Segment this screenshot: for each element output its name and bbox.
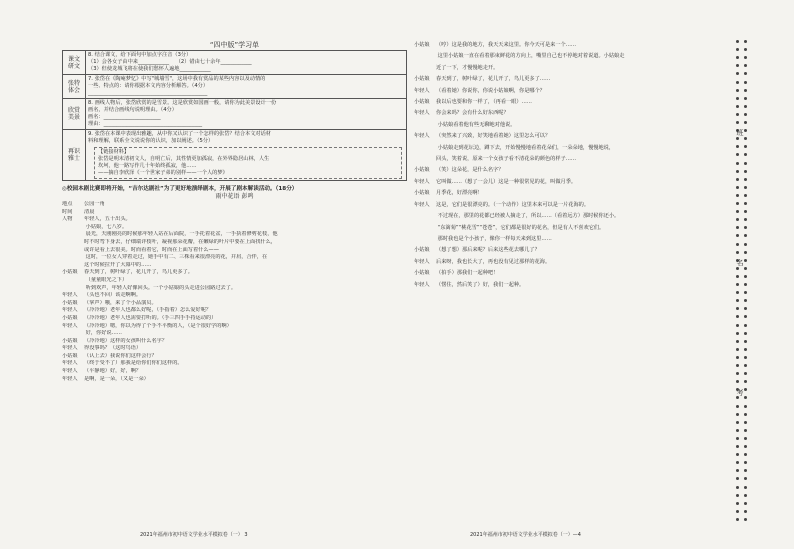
- sheet-row-label: 张特 体会: [63, 75, 86, 99]
- dialogue-text: 时不时弯下身去，仔细端详枝叶，凝视那朵花瓣，在嫩绿的叶片中要在上面找什么，: [84, 238, 276, 245]
- speaker-name: 年轻人: [414, 281, 430, 288]
- speaker-name: 年轻人: [414, 178, 430, 185]
- speaker-name: 年轻人: [414, 87, 430, 94]
- sheet-row-label: 课文 研文: [63, 51, 86, 75]
- dialogue-text: （愣住，然后笑了）好，我们一起种。: [436, 281, 525, 288]
- dialogue-text: （想了想）那后来呢？后来这些花去哪儿了？: [436, 247, 540, 254]
- binding-hole: [744, 275, 747, 278]
- speaker-name: 小姑娘: [62, 299, 78, 306]
- dialogue-text: （童童眼光之下）: [84, 276, 128, 283]
- question-line: 8. 画线人物后，张岱欣赏的是雪景。这是欣赏如国画一般，请你为此美景设计一份: [88, 100, 277, 106]
- script-line: [62, 360, 407, 368]
- binding-hole: [744, 299, 747, 302]
- binding-hole: [744, 121, 747, 124]
- script-lines-left: [62, 224, 407, 383]
- speaker-name: 小姑娘: [62, 314, 78, 321]
- binding-hole: [736, 332, 739, 335]
- binding-hole: [744, 453, 747, 456]
- binding-hole: [736, 153, 739, 156]
- binding-hole: [744, 97, 747, 100]
- binding-hole: [744, 445, 747, 448]
- dialogue-text: 听到欢声，年轻人好像回头。一个小姑娘的头走进公园路过去了。: [84, 284, 237, 291]
- speaker-name: 小姑娘: [62, 352, 78, 359]
- binding-hole: [736, 429, 739, 432]
- dialogue-text: 月季花，好漂亮啊！: [436, 190, 483, 197]
- dialogue-text: 小姑娘，七八岁。: [84, 223, 128, 230]
- setting-line: [62, 216, 407, 224]
- binding-hole: [736, 405, 739, 408]
- binding-hole: [736, 518, 739, 521]
- sheet-row: [63, 99, 407, 130]
- binding-hole: [736, 56, 739, 59]
- dialogue-text: （平静地）好，好，啊？: [84, 368, 142, 375]
- dialogue-text: 得没事吗？（这时鸟语）: [84, 345, 142, 352]
- binding-hole: [736, 40, 739, 43]
- binding-hole: [744, 202, 747, 205]
- script-line: [414, 86, 720, 97]
- question-line: （3）但使龙城飞将在使我们愁怀人遍地____________: [88, 66, 211, 72]
- script-line: [62, 224, 407, 232]
- binding-hole: [736, 275, 739, 278]
- dialogue-text: （终于受不了）那我是给你们你们这样的。: [84, 360, 183, 367]
- binding-hole: [736, 234, 739, 237]
- binding-hole: [736, 170, 739, 173]
- dialogue-text: 或许是看上去很美。时而看着它，时而在上面写着什么——: [84, 246, 219, 253]
- question-line: 8. 结合课文，给下面句中加点字注音（3分）: [88, 52, 192, 58]
- question-line: 7. 张岱在《陶庵梦忆》中写"城墙雪"，这场中我有赏品的某些内容以及动情的: [88, 76, 266, 82]
- script-line: [414, 63, 720, 74]
- binding-hole: [744, 372, 747, 375]
- script-line: [414, 280, 720, 291]
- script-line: [414, 200, 720, 211]
- study-sheet-table: [62, 50, 407, 181]
- speaker-name: 年轻人: [414, 258, 430, 265]
- binding-hole: [736, 81, 739, 84]
- binding-hole: [736, 461, 739, 464]
- script-line: [62, 307, 407, 315]
- script-line: [414, 223, 720, 234]
- speaker-name: 小姑娘: [414, 167, 430, 174]
- binding-hole: [736, 494, 739, 497]
- binding-hole: [744, 234, 747, 237]
- binding-hole: [736, 243, 739, 246]
- binding-hole: [736, 226, 739, 229]
- binding-hole: [736, 145, 739, 148]
- sheet-title: “四中版”学习单: [209, 41, 260, 49]
- script-line: [62, 376, 407, 384]
- speaker-name: 小姑娘: [62, 337, 78, 344]
- script-line: [414, 40, 720, 51]
- script-line: [414, 120, 720, 131]
- dialogue-text: （冷冷地）老年人也需要打听的。（手三四手手持运动的）: [84, 314, 217, 321]
- script-line: [62, 231, 407, 239]
- question-line: 画名，并结合画线句说明理由。（4分）: [88, 107, 177, 113]
- speaker-name: 年轻人: [62, 292, 78, 299]
- dialogue-text: （看着她）你说你，你说小姑娘啊，你是哪个？: [436, 87, 545, 94]
- dialogue-text: 这时，一位女人穿着走过，她手中有二、三株看来很漂亮的花，并肩，合伴，在: [84, 254, 268, 261]
- binding-hole: [744, 405, 747, 408]
- speaker-name: 年轻人: [62, 368, 78, 375]
- speaker-name: 小姑娘: [414, 76, 430, 83]
- dialogue-text: 好，你好说……: [84, 330, 122, 337]
- binding-hole: [744, 162, 747, 165]
- setting-value: 公园一角: [84, 201, 105, 207]
- binding-hole: [744, 40, 747, 43]
- binding-hole: [744, 210, 747, 213]
- setting-key: 时间: [62, 208, 73, 215]
- binding-hole: [736, 113, 739, 116]
- script-line: [414, 154, 720, 165]
- speaker-name: 年轻人: [62, 345, 78, 352]
- script-line: [62, 353, 407, 361]
- dialogue-text: 我以后也要和你一样了，（再看一眼）……: [436, 99, 532, 106]
- question-line: 料和理解，联系全文说说你的认识，加以阐述。（5分）: [88, 138, 214, 144]
- dialogue-text: （冷冷地）这样的女孩叫什么名字？: [84, 337, 168, 344]
- binding-hole: [744, 348, 747, 351]
- binding-hole: [736, 453, 739, 456]
- setting-line: [62, 209, 407, 217]
- dialogue-text: 近了一下，才慢慢地走开。: [436, 64, 499, 71]
- binding-hole: [736, 105, 739, 108]
- binding-hole: [744, 413, 747, 416]
- setting-key: 地点: [62, 201, 73, 207]
- binding-hole: [736, 299, 739, 302]
- footer-right: 2021年福州市初中语文学业水平模拟卷（一）—4: [470, 532, 581, 538]
- binding-hole: [736, 210, 739, 213]
- binding-hole: [744, 72, 747, 75]
- binding-hole: [736, 372, 739, 375]
- dialogue-text: （笑）这朵花，是什么名字？: [436, 167, 504, 174]
- footer-left: 2021年福州市初中语文学业水平模拟卷（一） 3: [140, 532, 248, 538]
- binding-hole: [736, 251, 739, 254]
- question-line: 理由：______________________________________: [88, 121, 203, 127]
- binding-hole: [744, 477, 747, 480]
- binding-hole: [744, 218, 747, 221]
- question-line: 一些、特点的：请你根据本文内容分析解答。（4分）: [88, 83, 209, 89]
- binding-strip: [736, 40, 750, 530]
- binding-hole: [736, 445, 739, 448]
- script-line: [62, 300, 407, 308]
- script-line: [414, 257, 720, 268]
- speaker-name: 小姑娘: [414, 99, 430, 106]
- script-line: [62, 262, 407, 270]
- dialogue-text: 春天到了，树叶绿了，花儿开了，鸟儿更多了。: [84, 269, 193, 276]
- play-setting: [62, 201, 407, 224]
- dialogue-text: （哼）这是我的地方，我天天来这里。你今天可是来一个……: [436, 42, 577, 48]
- binding-label-3: 考: [736, 389, 744, 397]
- speaker-name: 小姑娘: [414, 270, 430, 277]
- binding-hole: [744, 186, 747, 189]
- linked-material-box: [94, 147, 402, 179]
- script-line: [62, 345, 407, 353]
- speaker-name: 小姑娘: [414, 190, 430, 197]
- binding-hole: [736, 121, 739, 124]
- dialogue-text: 那时我也是个小孩子，像你一样每天来到这里……: [436, 235, 552, 242]
- binding-hole: [744, 518, 747, 521]
- speaker-name: 年轻人: [414, 110, 430, 117]
- binding-hole: [736, 202, 739, 205]
- linked-material-title: 【链接材料】: [98, 149, 130, 155]
- binding-hole: [736, 413, 739, 416]
- sheet-row-content: [86, 75, 407, 99]
- script-line: [414, 234, 720, 245]
- binding-hole: [744, 429, 747, 432]
- binding-hole: [736, 97, 739, 100]
- dialogue-text: 春天到了，树叶绿了，花儿开了，鸟儿更多了……: [436, 76, 551, 83]
- script-line: [414, 177, 720, 188]
- binding-hole: [744, 48, 747, 51]
- binding-hole: [736, 162, 739, 165]
- dialogue-text: （冷冷地）老年人也都么好呢，（手指着）怎么爱好呢？: [84, 307, 212, 314]
- section-note: ◎校园本剧比赛即将开始，“吉尔达剧社”为了更好地演绎剧本，开展了剧本解读活动。（18分）: [62, 186, 298, 192]
- binding-hole: [736, 178, 739, 181]
- speaker-name: 年轻人: [414, 201, 430, 208]
- dialogue-text: （突然来了兴致，好笑地看着她）这里怎么可以？: [436, 133, 551, 140]
- binding-hole: [744, 251, 747, 254]
- left-column: [62, 40, 407, 532]
- speaker-name: 小姑娘: [62, 269, 78, 276]
- script-line: [414, 131, 720, 142]
- binding-hole: [744, 194, 747, 197]
- setting-line: [62, 201, 407, 209]
- binding-hole: [736, 356, 739, 359]
- binding-hole: [744, 340, 747, 343]
- binding-hole: [736, 186, 739, 189]
- speaker-name: 小姑娘: [414, 247, 430, 254]
- speaker-name: 年轻人: [62, 307, 78, 314]
- script-line: [414, 268, 720, 279]
- sheet-row-label: 再识 雅士: [63, 130, 86, 181]
- script-line: [62, 277, 407, 285]
- sheet-row-label: 欣赏 美景: [63, 99, 86, 130]
- binding-hole: [744, 283, 747, 286]
- script-line: [62, 368, 407, 376]
- binding-hole: [744, 307, 747, 310]
- binding-hole: [744, 469, 747, 472]
- script-line: [62, 330, 407, 338]
- binding-hole: [736, 340, 739, 343]
- speaker-name: 小姑娘: [414, 42, 430, 48]
- binding-hole: [744, 153, 747, 156]
- dialogue-text: 这里小姑娘一直在看着那束鲜花的方向上，嘴里自己也不停地对着说道。小姑娘走: [436, 53, 625, 60]
- dialogue-text: （掌声）哦，来了个小品演员。: [84, 299, 157, 306]
- question-line: （1）会各女子由中来____________ （2）错由七十余年____________: [88, 59, 252, 65]
- binding-hole: [744, 105, 747, 108]
- sheet-row-content: [86, 51, 407, 75]
- script-line: [414, 165, 720, 176]
- binding-hole: [736, 72, 739, 75]
- script-line: [62, 269, 407, 277]
- binding-hole: [744, 486, 747, 489]
- binding-hole: [744, 461, 747, 464]
- sheet-row: [63, 75, 407, 99]
- binding-hole: [744, 332, 747, 335]
- script-line: [414, 74, 720, 85]
- dialogue-text: “东篱菊”“桃花雪”“苍苍”，它们都是很好的花名，但是有人不喜欢它们。: [436, 224, 605, 231]
- sheet-row: [63, 130, 407, 181]
- binding-hole: [744, 437, 747, 440]
- sheet-row-content: [86, 99, 407, 130]
- binding-hole: [744, 356, 747, 359]
- script-line: [62, 323, 407, 331]
- dialogue-text: 它叫做……（想了一会儿）这是一种很常见的花，叫做月季。: [436, 178, 577, 185]
- script-lines-right: [414, 40, 720, 291]
- binding-hole: [736, 364, 739, 367]
- script-line: [62, 315, 407, 323]
- binding-hole: [744, 178, 747, 181]
- script-line: [62, 247, 407, 255]
- dialogue-text: （认上去）我说你们这样会行？: [84, 352, 157, 359]
- script-line: [414, 51, 720, 62]
- setting-value: 年轻人，五十出头。: [84, 216, 131, 223]
- binding-hole: [736, 348, 739, 351]
- script-line: [414, 108, 720, 119]
- binding-hole: [736, 486, 739, 489]
- binding-hole: [744, 89, 747, 92]
- question-line: ______________________________________________: [88, 90, 208, 96]
- script-line: [414, 143, 720, 154]
- dialogue-text: 不过现在，那里的花都已经被人摘走了，所以……（看着远方）那时候你还小。: [436, 213, 620, 220]
- right-column: [414, 40, 720, 532]
- binding-hole: [736, 283, 739, 286]
- binding-hole: [736, 510, 739, 513]
- binding-hole: [744, 510, 747, 513]
- binding-hole: [744, 226, 747, 229]
- binding-hole: [744, 502, 747, 505]
- script-line: [414, 188, 720, 199]
- speaker-name: 年轻人: [62, 375, 78, 382]
- dialogue-text: （冷冷地）嗯，你以为得了个手不平衡的人，（是个很好学的啊）: [84, 322, 232, 329]
- binding-label-1: 班: [736, 129, 744, 137]
- dialogue-text: （头也不回）该走啊啊。: [84, 292, 142, 299]
- binding-hole: [744, 364, 747, 367]
- script-line: [62, 239, 407, 247]
- binding-hole: [744, 315, 747, 318]
- binding-hole: [736, 502, 739, 505]
- binding-hole: [744, 324, 747, 327]
- setting-value: 清晨: [84, 208, 95, 215]
- binding-hole: [736, 477, 739, 480]
- binding-hole: [736, 469, 739, 472]
- dialogue-text: 你会来吗？会有什么好东西呢？: [436, 110, 509, 117]
- script-line: [62, 338, 407, 346]
- script-line: [62, 285, 407, 293]
- linked-material-line: ——摘自李欣泽《一个世家子弟的别样——一个人的梦》: [98, 170, 228, 176]
- binding-hole: [744, 113, 747, 116]
- question-line: 9. 张岱在本课中表现出雅趣，从中你又认识了一个怎样的张岱？结合本文对话材: [88, 131, 271, 137]
- binding-hole: [736, 218, 739, 221]
- binding-hole: [744, 380, 747, 383]
- binding-hole: [736, 324, 739, 327]
- binding-hole: [744, 64, 747, 67]
- script-line: [62, 292, 407, 300]
- binding-hole: [744, 145, 747, 148]
- binding-hole: [744, 81, 747, 84]
- script-line: [414, 97, 720, 108]
- binding-hole: [736, 291, 739, 294]
- dialogue-text: 回头，笑着说，原来一个女孩子看不清花朵的颜色的样子……: [436, 156, 577, 163]
- play-title: 雨中花语 彭鸣: [215, 193, 254, 200]
- binding-label-2: 名: [736, 259, 744, 267]
- script-line: [414, 211, 720, 222]
- dialogue-text: 这个时候拉开了大幕中的……: [84, 261, 152, 268]
- binding-hole: [744, 291, 747, 294]
- dialogue-text: 是啊，是一朵，（又是一朵）: [84, 375, 149, 382]
- dialogue-text: 小姑娘走到花坛边，蹲下去，开始慢慢地看着花朵们，一朵朵地，慢慢地说，: [436, 144, 615, 151]
- binding-hole: [736, 194, 739, 197]
- binding-hole: [736, 64, 739, 67]
- sheet-row-content: [86, 130, 407, 181]
- script-line: [414, 245, 720, 256]
- binding-hole: [736, 421, 739, 424]
- speaker-name: 年轻人: [62, 360, 78, 367]
- dialogue-text: （拍手）那我们一起种吧！: [436, 270, 499, 277]
- setting-key: 人物: [62, 216, 73, 223]
- dialogue-text: 小姑娘看着他有些无聊地对他说。: [436, 121, 516, 128]
- speaker-name: 年轻人: [414, 133, 430, 140]
- linked-material-line: 张岱是明末清初文人，自明亡后，其性情更加孤寂，在外界隐居山林，人生: [98, 156, 270, 162]
- dialogue-text: 晨光，天刚刚亮的时候那年轻人站在后面院，一手托着花盆，一手执着修剪花枝，他: [84, 231, 278, 238]
- binding-hole: [744, 56, 747, 59]
- linked-material-line: 坎坷，他一路写作几十年始终孤寂，他……: [98, 163, 197, 169]
- binding-hole: [736, 437, 739, 440]
- binding-hole: [736, 380, 739, 383]
- binding-hole: [736, 89, 739, 92]
- dialogue-text: 这是，它们是很漂亮的。（一个动作）这里本来可以是一片花海的。: [436, 201, 590, 208]
- sheet-row: [63, 51, 407, 75]
- question-line: 画名：______________________: [88, 114, 161, 120]
- binding-hole: [736, 48, 739, 51]
- binding-hole: [744, 243, 747, 246]
- binding-hole: [744, 170, 747, 173]
- dialogue-text: 后来呀，我也长大了，再也没有见过那样的花海。: [436, 258, 551, 265]
- binding-hole: [744, 494, 747, 497]
- binding-hole: [736, 315, 739, 318]
- binding-hole: [744, 421, 747, 424]
- binding-hole: [736, 307, 739, 310]
- speaker-name: 年轻人: [62, 322, 78, 329]
- script-line: [62, 254, 407, 262]
